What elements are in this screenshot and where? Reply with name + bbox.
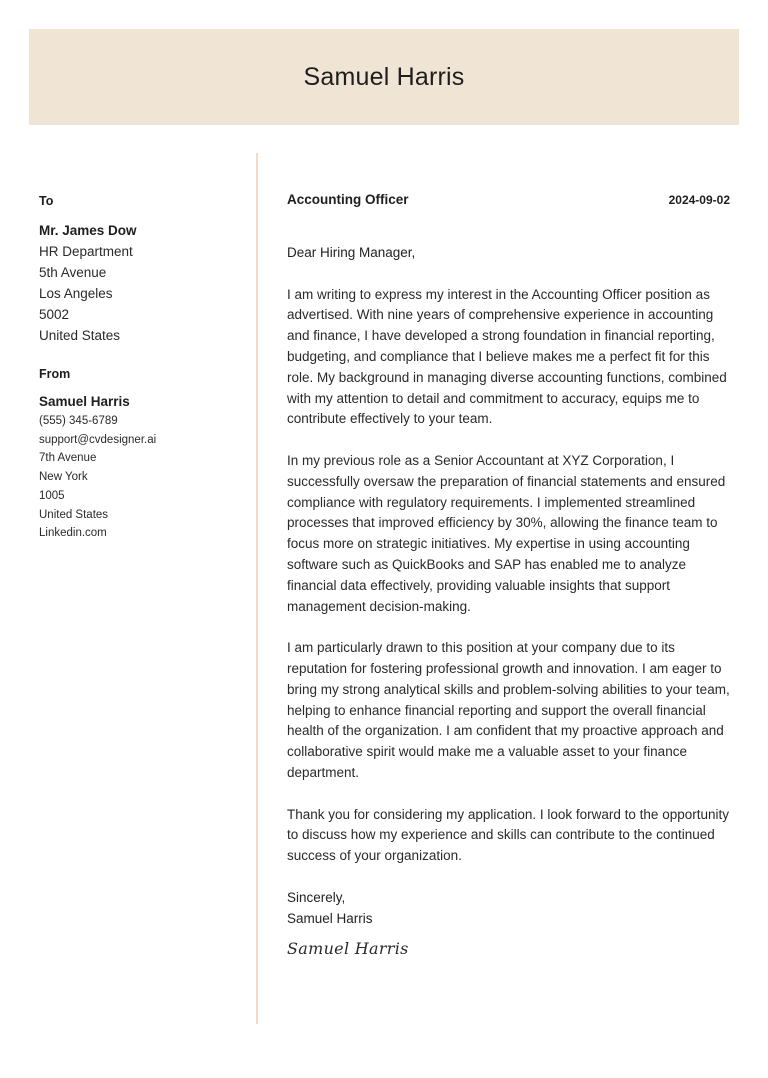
recipient-name: Mr. James Dow	[39, 223, 137, 238]
closing	[287, 888, 730, 930]
sender-email: support@cvdesigner.ai	[39, 433, 157, 446]
sender-line: 1005	[39, 489, 65, 502]
sender-line: United States	[39, 508, 109, 521]
recipient-address	[39, 241, 244, 346]
recipient-line: Los Angeles	[39, 286, 113, 301]
column-divider	[256, 153, 258, 1024]
sender-website: Linkedin.com	[39, 527, 107, 540]
letter-paragraph: I am writing to express my interest in the Accounting Officer position as advertised. With nine years of comprehensive experience in accounting and finance, I have developed a strong foundation in financial reporting, budgeting, and compliance that I believe makes me a perfect fit for this role. My background in managing diverse accounting functions, combined with my attention to detail and commitment to accuracy, equips me to contribute effectively to your team.	[287, 286, 727, 427]
sender-line: New York	[39, 471, 88, 484]
letter-header	[287, 192, 730, 212]
salutation: Dear Hiring Manager,	[287, 245, 416, 260]
letter-paragraph: In my previous role as a Senior Accountant at XYZ Corporation, I successfully oversaw the preparation of financial statements and ensured compliance with regulatory requirements. I implemented streamlined processes that improved efficiency by 30%, allowing the finance team to focus more on strategic initiatives. My expertise in using accounting software such as QuickBooks and SAP has enabled me to analyze financial data effectively, providing valuable insights that support management decision-making.	[287, 452, 726, 614]
closing-phrase: Sincerely,	[287, 889, 346, 905]
letter-body	[287, 192, 730, 958]
signoff-name: Samuel Harris	[287, 910, 373, 926]
from-label: From	[39, 367, 71, 381]
header-band	[29, 29, 739, 125]
sender-phone: (555) 345-6789	[39, 415, 118, 427]
page-title: Samuel Harris	[303, 62, 465, 91]
signature: Samuel Harris	[287, 939, 409, 959]
sender-details	[39, 412, 244, 543]
recipient-line: 5th Avenue	[39, 265, 107, 280]
letter-date: 2024-09-02	[668, 193, 730, 207]
letter-paragraph: Thank you for considering my application. I look forward to the opportunity to discuss how my experience and skills can contribute to the continued success of your organization.	[287, 806, 729, 864]
sender-name: Samuel Harris	[39, 394, 130, 409]
recipient-line: HR Department	[39, 244, 133, 259]
contact-sidebar	[39, 192, 244, 543]
sender-line: 7th Avenue	[39, 452, 97, 465]
letter-paragraph: I am particularly drawn to this position at your company due to its reputation for fostering professional growth and innovation. I am eager to bring my strong analytical skills and problem-solving abilities to your team, helping to enhance financial reporting and support the overall financial health of the organization. I am confident that my proactive approach and collaborative spirit would make me a valuable asset to your finance department.	[287, 640, 730, 780]
job-title: Accounting Officer	[287, 192, 409, 207]
recipient-line: United States	[39, 328, 121, 343]
to-label: To	[39, 194, 54, 208]
recipient-line: 5002	[39, 307, 70, 322]
